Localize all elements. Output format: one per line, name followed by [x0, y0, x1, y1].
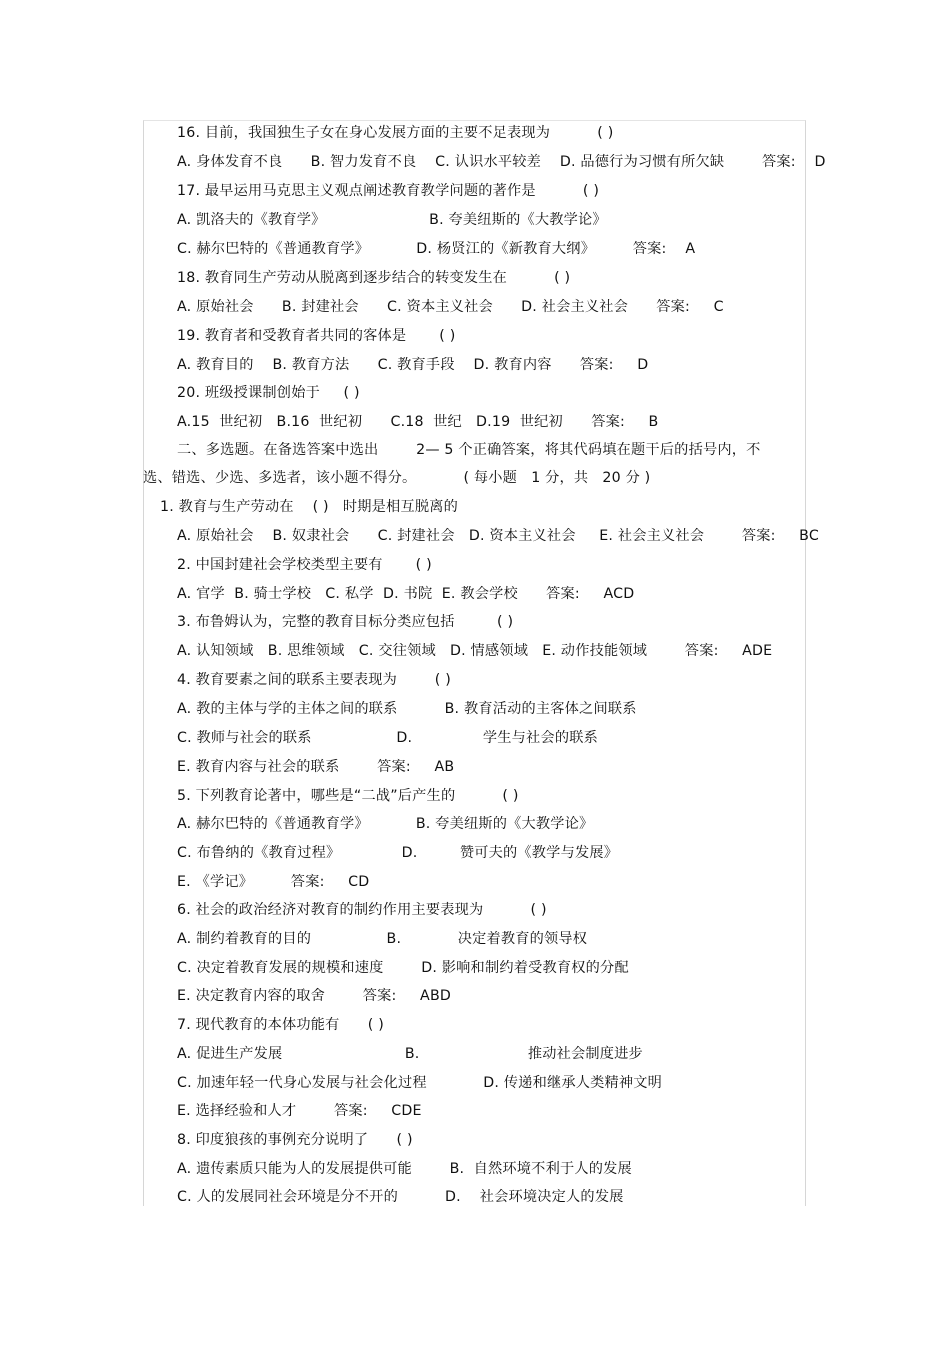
mc-question-6: 6. 社会的政治经济对教育的制约作用主要表现为 ( )	[177, 902, 547, 918]
question-16-options: A. 身体发育不良 B. 智力发育不良 C. 认识水平较差 D. 品德行为习惯有所欠缺 答案: D	[177, 154, 826, 170]
mc-question-5-options-ab: A. 赫尔巴特的《普通教育学》 B. 夸美纽斯的《大教学论》	[177, 816, 594, 832]
question-18-options: A. 原始社会 B. 封建社会 C. 资本主义社会 D. 社会主义社会 答案: C	[177, 299, 724, 315]
section-multi-choice-heading: 二、多选题。在备选答案中选出 2— 5 个正确答案，将其代码填在题干后的括号内，不	[177, 442, 761, 458]
mc-question-7: 7. 现代教育的本体功能有 ( )	[177, 1017, 384, 1033]
mc-question-5-options-e: E. 《学记》 答案: CD	[177, 874, 370, 890]
mc-question-4-options-e: E. 教育内容与社会的联系 答案: AB	[177, 759, 455, 775]
mc-question-7-options-e: E. 选择经验和人才 答案: CDE	[177, 1103, 422, 1119]
mc-question-6-options-e: E. 决定教育内容的取舍 答案: ABD	[177, 988, 452, 1004]
mc-question-2: 2. 中国封建社会学校类型主要有 ( )	[177, 557, 432, 573]
question-19-options: A. 教育目的 B. 教育方法 C. 教育手段 D. 教育内容 答案: D	[177, 357, 649, 373]
question-17-options-ab: A. 凯洛夫的《教育学》 B. 夸美纽斯的《大教学论》	[177, 212, 607, 228]
mc-question-3: 3. 布鲁姆认为，完整的教育目标分类应包括 ( )	[177, 614, 514, 630]
mc-question-5: 5. 下列教育论著中，哪些是“二战”后产生的 ( )	[177, 788, 519, 804]
section-multi-choice-heading-cont: 选、错选、少选、多选者，该小题不得分。 ( 每小题 1 分，共 20 分 )	[143, 470, 651, 486]
question-17-options-cd: C. 赫尔巴特的《普通教育学》 D. 杨贤江的《新教育大纲》 答案: A	[177, 241, 696, 257]
question-20: 20. 班级授课制创始于 ( )	[177, 385, 360, 401]
question-18: 18. 教育同生产劳动从脱离到逐步结合的转变发生在 ( )	[177, 270, 571, 286]
mc-question-7-options-cd: C. 加速年轻一代身心发展与社会化过程 D. 传递和继承人类精神文明	[177, 1075, 663, 1091]
mc-question-2-options: A. 官学 B. 骑士学校 C. 私学 D. 书院 E. 教会学校 答案: ACD	[177, 586, 635, 602]
mc-question-6-options-ab: A. 制约着教育的目的 B. 决定着教育的领导权	[177, 931, 588, 947]
mc-question-3-options: A. 认知领域 B. 思维领域 C. 交往领域 D. 情感领域 E. 动作技能领域 答案: ADE	[177, 643, 773, 659]
mc-question-8: 8. 印度狼孩的事例充分说明了 ( )	[177, 1132, 413, 1148]
question-20-options: A.15 世纪初 B.16 世纪初 C.18 世纪 D.19 世纪初 答案: B	[177, 414, 659, 430]
mc-question-4-options-ab: A. 教的主体与学的主体之间的联系 B. 教育活动的主客体之间联系	[177, 701, 637, 717]
mc-question-6-options-cd: C. 决定着教育发展的规模和速度 D. 影响和制约着受教育权的分配	[177, 960, 629, 976]
question-17: 17. 最早运用马克思主义观点阐述教育教学问题的著作是 ( )	[177, 183, 600, 199]
question-19: 19. 教育者和受教育者共同的客体是 ( )	[177, 328, 456, 344]
mc-question-8-options-ab: A. 遗传素质只能为人的发展提供可能 B. 自然环境不利于人的发展	[177, 1161, 632, 1177]
mc-question-5-options-cd: C. 布鲁纳的《教育过程》 D. 赞可夫的《教学与发展》	[177, 845, 619, 861]
mc-question-7-options-ab: A. 促进生产发展 B. 推动社会制度进步	[177, 1046, 643, 1062]
mc-question-1-options: A. 原始社会 B. 奴隶社会 C. 封建社会 D. 资本主义社会 E. 社会主义社会 答案: BC	[177, 528, 819, 544]
mc-question-8-options-cd: C. 人的发展同社会环境是分不开的 D. 社会环境决定人的发展	[177, 1189, 624, 1205]
mc-question-4-options-cd: C. 教师与社会的联系 D. 学生与社会的联系	[177, 730, 598, 746]
mc-question-4: 4. 教育要素之间的联系主要表现为 ( )	[177, 672, 451, 688]
mc-question-1: 1. 教育与生产劳动在 ( ) 时期是相互脱离的	[160, 499, 458, 515]
question-16: 16. 目前，我国独生子女在身心发展方面的主要不足表现为 ( )	[177, 125, 614, 141]
